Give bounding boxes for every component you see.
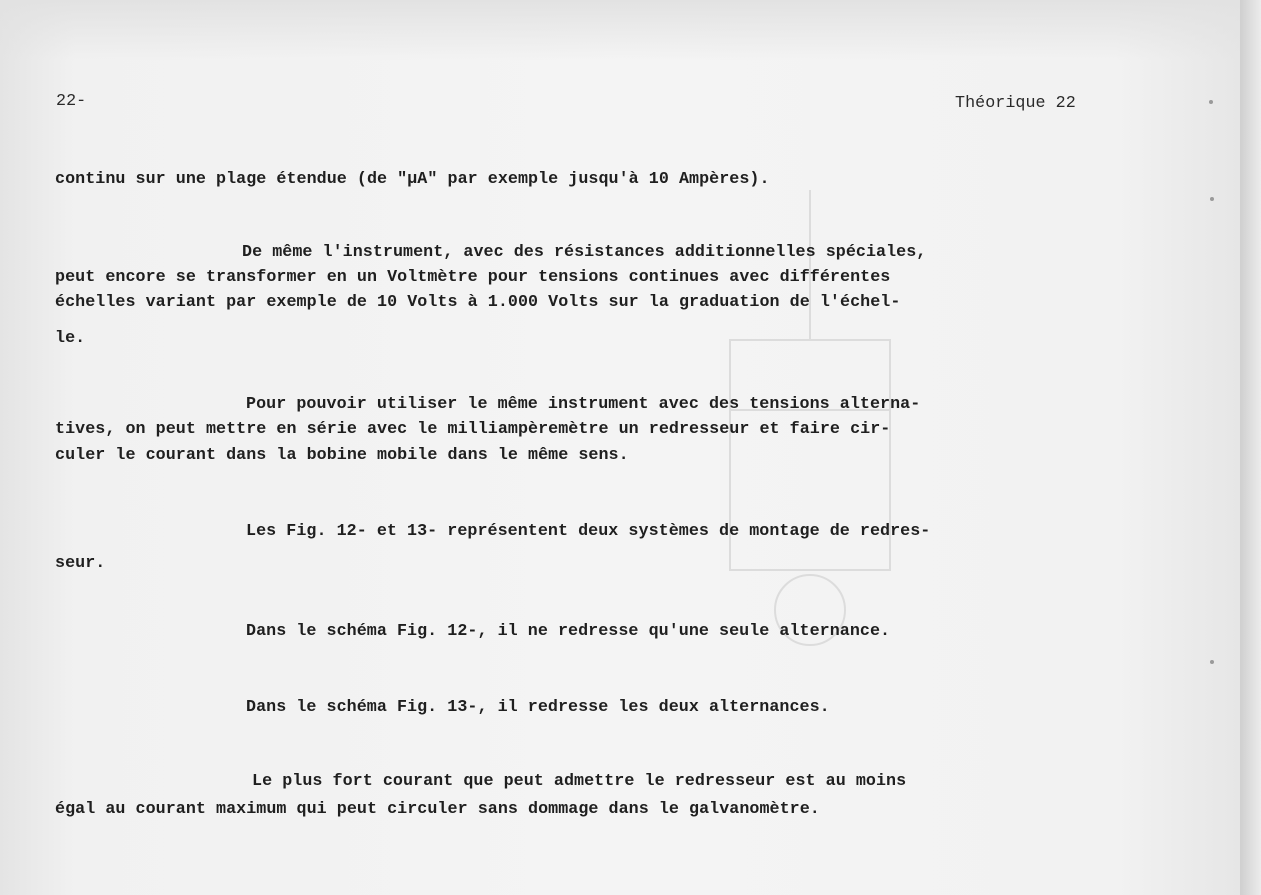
paragraph-3-line-1: Pour pouvoir utiliser le même instrument avec des tensions alterna- xyxy=(246,395,921,414)
scan-edge xyxy=(1240,0,1261,895)
scan-speck xyxy=(1210,660,1214,664)
scan-speck xyxy=(1209,100,1213,104)
paragraph-6-line-1: Dans le schéma Fig. 13-, il redresse les deux alternances. xyxy=(246,698,830,717)
paragraph-4-line-1: Les Fig. 12- et 13- représentent deux systèmes de montage de redres- xyxy=(246,522,931,541)
page-number: 22- xyxy=(56,92,87,111)
paragraph-1-line-1: continu sur une plage étendue (de "µA" par exemple jusqu'à 10 Ampères). xyxy=(55,170,770,189)
paragraph-7-line-2: égal au courant maximum qui peut circuler sans dommage dans le galvanomètre. xyxy=(55,800,820,819)
paragraph-4-line-2: seur. xyxy=(55,554,106,573)
scan-speck xyxy=(1210,197,1214,201)
paragraph-2-line-3: échelles variant par exemple de 10 Volts à 1.000 Volts sur la graduation de l'échel- xyxy=(55,293,901,312)
paragraph-5-line-1: Dans le schéma Fig. 12-, il ne redresse qu'une seule alternance. xyxy=(246,622,891,641)
paragraph-3-line-3: culer le courant dans la bobine mobile dans le même sens. xyxy=(55,446,629,465)
paragraph-3-line-2: tives, on peut mettre en série avec le milliampèremètre un redresseur et faire cir- xyxy=(55,420,891,439)
paragraph-2-line-4: le. xyxy=(55,329,86,348)
paragraph-2-line-1: De même l'instrument, avec des résistances additionnelles spéciales, xyxy=(242,243,927,262)
section-title: Théorique 22 xyxy=(955,94,1076,113)
paragraph-2-line-2: peut encore se transformer en un Voltmètre pour tensions continues avec différentes xyxy=(55,268,891,287)
paragraph-7-line-1: Le plus fort courant que peut admettre le redresseur est au moins xyxy=(252,772,907,791)
